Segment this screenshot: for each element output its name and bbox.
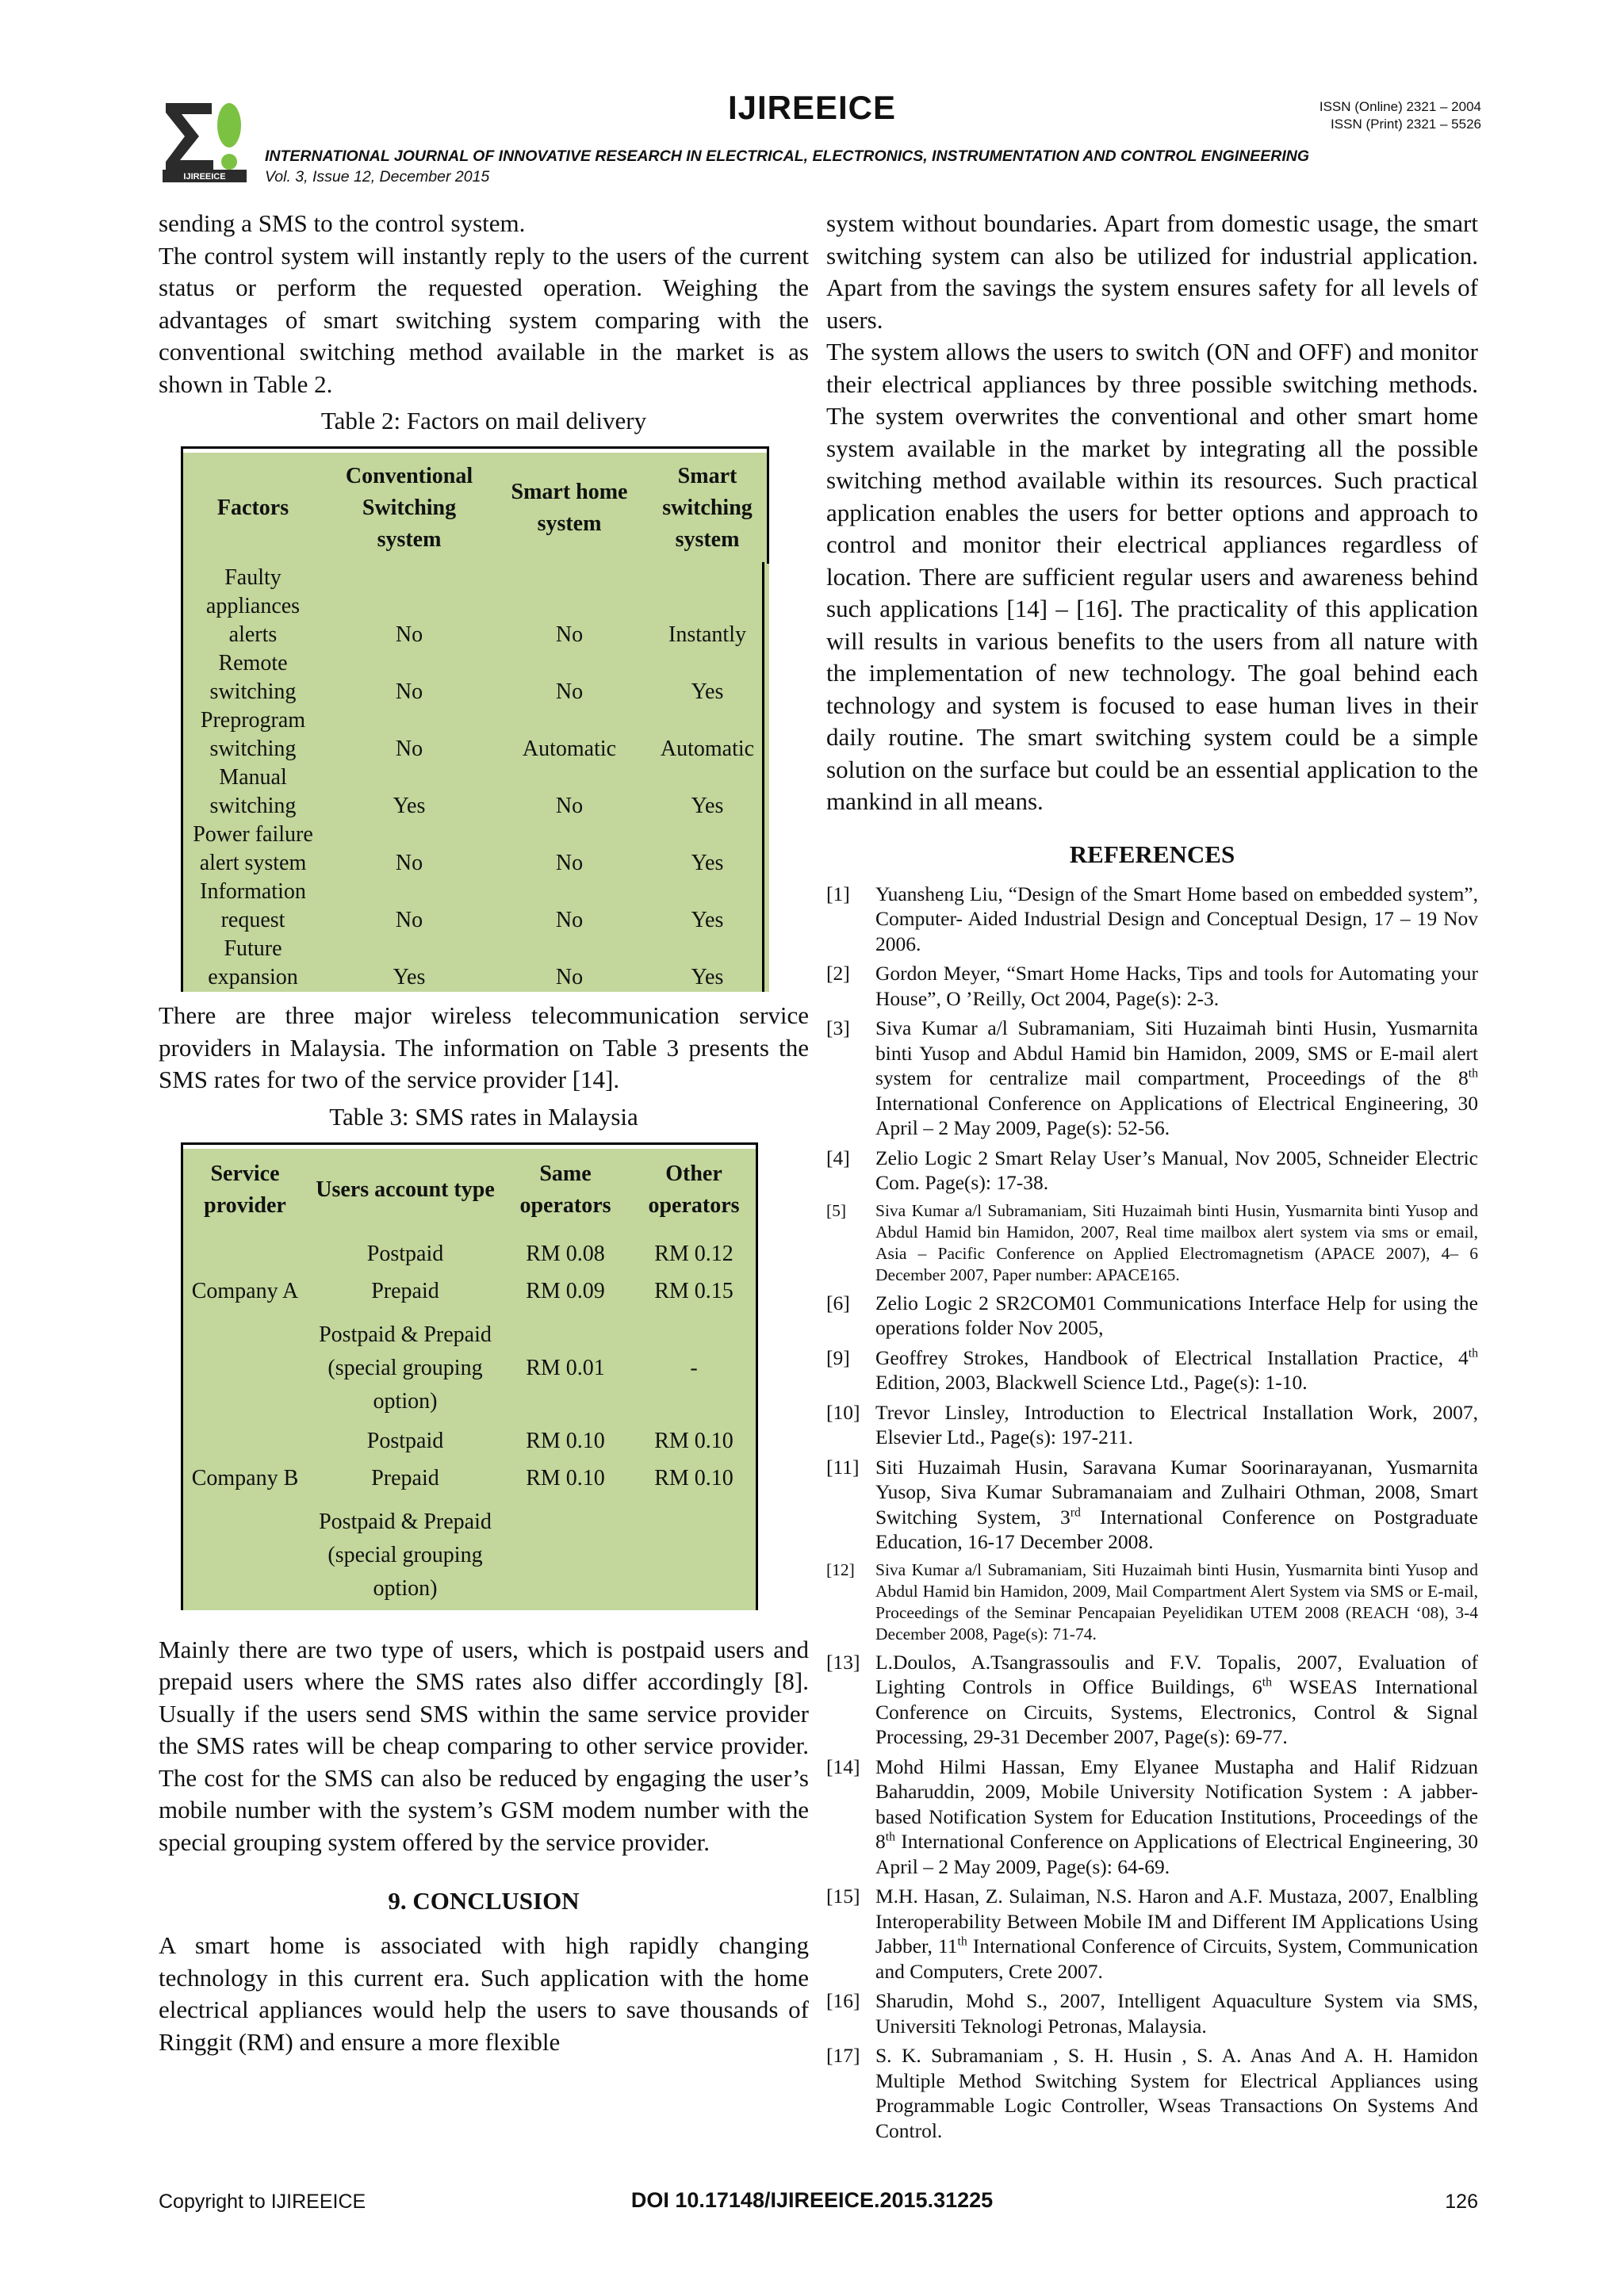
table-cell: Postpaid <box>366 1241 444 1266</box>
table-cell: No <box>395 737 423 761</box>
reference-number: [4] <box>826 1146 850 1169</box>
reference-item <box>826 1988 1478 2038</box>
reference-text: Yuansheng Liu, “Design of the Smart Home based on embedded system”, Computer- Aided Industrial Design and Conceptual Design, 17 – 19 Nov 2006. <box>875 882 1478 955</box>
reference-item <box>826 961 1478 1011</box>
table-header: Users account type <box>316 1177 495 1202</box>
table-cell: No <box>555 622 584 647</box>
table-cell: Postpaid <box>366 1428 444 1453</box>
table-cell: Faulty appliances alerts <box>205 565 301 647</box>
reference-number: [5] <box>826 1200 847 1220</box>
reference-text: Mohd Hilmi Hassan, Emy Elyanee Mustapha and Halif Ridzuan Baharuddin, 2009, Mobile University Notification System : A jabber- based Notification System for Education Institutions, Proceedings of the 8th International Conference on Applications of Electrical Engineering, 30 April – 2 May 2009, Page(s): 64-69. <box>875 1755 1478 1878</box>
table-cell: Yes <box>393 965 426 989</box>
table-cell <box>501 1506 630 1610</box>
table-row <box>181 821 769 878</box>
reference-number: [15] <box>826 1885 860 1908</box>
table-cell <box>630 1506 758 1610</box>
table-row <box>181 564 769 649</box>
conclusion-heading: 9. CONCLUSION <box>388 1887 580 1915</box>
reference-item <box>826 1291 1478 1341</box>
table-cell: RM 0.12 <box>654 1241 733 1266</box>
page-header <box>0 0 1624 198</box>
table-cell: Remote switching <box>209 651 297 704</box>
table-cell: Automatic <box>660 737 755 761</box>
table-row <box>181 878 769 935</box>
table-cell: Information request <box>200 879 306 932</box>
table-cell: No <box>395 851 423 875</box>
table-header: Smart switching system <box>662 464 753 552</box>
reference-number: [2] <box>826 962 850 985</box>
table-cell: RM 0.15 <box>654 1278 733 1303</box>
reference-text: Trevor Linsley, Introduction to Electrical Installation Work, 2007, Elsevier Ltd., Page(s): 197-211. <box>875 1400 1478 1448</box>
table-cell: RM 0.08 <box>526 1241 605 1266</box>
reference-number: [10] <box>826 1400 860 1424</box>
table-cell: RM 0.01 <box>526 1355 605 1380</box>
reference-number: [1] <box>826 882 850 905</box>
reference-number: [12] <box>826 1559 855 1579</box>
reference-item <box>826 1200 1478 1286</box>
reference-number: [9] <box>826 1345 850 1369</box>
reference-text: M.H. Hasan, Z. Sulaiman, N.S. Haron and A.F. Mustaza, 2007, Enalbling Interoperability Between Mobile IM and Different IM Applications Using Jabber, 11th International Conference of Circuits, System, Communication and Computers, Crete 2007. <box>875 1885 1478 1983</box>
journal-full-title: INTERNATIONAL JOURNAL OF INNOVATIVE RESEARCH IN ELECTRICAL, ELECTRONICS, INSTRUMENTATION AND CONTROL ENGINEERING <box>265 147 1310 165</box>
reference-text: Sharudin, Mohd S., 2007, Intelligent Aquaculture System via SMS, Universiti Teknologi Petronas, Malaysia. <box>875 1989 1478 2038</box>
reference-text: S. K. Subramaniam , S. H. Husin , S. A. Anas And A. H. Hamidon Multiple Method Switching System for Electrical Appliances using Programmable Logic Controller, Wseas Transactions On Systems And Control. <box>875 2044 1478 2142</box>
footer-doi: DOI 10.17148/IJIREEICE.2015.31225 <box>630 2188 994 2212</box>
reference-item <box>826 882 1478 957</box>
reference-text: Gordon Meyer, “Smart Home Hacks, Tips and tools for Automating your House”, O ’Reilly, Oct 2004, Page(s): 2-3. <box>875 962 1478 1010</box>
table-cell: No <box>555 851 584 875</box>
table-cell: Company B <box>191 1465 299 1490</box>
table-cell: Postpaid & Prepaid (special grouping option) <box>319 1509 492 1601</box>
paragraph: Mainly there are two type of users, which is postpaid users and prepaid users where the SMS rates also differ accordingly [8]. Usually if the users send SMS within the same service provider the SMS rates will be cheap comparing to other service provider. The cost for the SMS can also be reduced by engaging the user’s mobile number with the system’s GSM modem number with the special grouping system offered by the service provider. <box>159 1635 809 1856</box>
table-header: Smart home system <box>511 480 628 536</box>
table-cell: Power failure alert system <box>193 822 313 875</box>
reference-text: Siva Kumar a/l Subramaniam, Siti Huzaimah binti Husin, Yusmarnita binti Yusop and Abdul Hamid bin Hamidon, 2009, Mail Compartment Alert System via SMS or E-mail, Proceedings of the Seminar Pencapaian Peyelidikan UTEM 2008 (REACH ‘08), 3-4 December 2008, Page(s): 71-74. <box>875 1559 1478 1644</box>
paragraph: system without boundaries. Apart from domestic usage, the smart switching system can also be utilized for industrial application. Apart from the savings the system ensures safety for all levels of users. <box>826 209 1478 334</box>
footer-copyright: Copyright to IJIREEICE <box>159 2191 366 2213</box>
reference-text: Zelio Logic 2 Smart Relay User’s Manual, Nov 2005, Schneider Electric Com. Page(s): 17-38. <box>875 1146 1478 1194</box>
reference-item <box>826 1016 1478 1141</box>
paragraph: The system allows the users to switch (ON and OFF) and monitor their electrical appliances by three possible switching methods. The system overwrites the conventional and other smart home system available in the market by integrating all the possible switching method available within its resources. Such practical application enables the users for better options and approach to control and monitor their electrical appliances regardless of location. There are sufficient regular users and awareness behind such applications [14] – [16]. The practicality of this application will results in various benefits to the users from all nature with the implementation of new technology. The goal behind each technology and system is focused to ease human lives in their daily routine. The smart switching system could be a simple solution on the surface but could be an essential application to the mankind in all means. <box>826 338 1478 815</box>
issn-print: ISSN (Print) 2321 – 5526 <box>1331 117 1481 132</box>
reference-text: Siva Kumar a/l Subramaniam, Siti Huzaimah binti Husin, Yusmarnita binti Yusop and Abdul Hamid bin Hamidon, 2009, SMS or E-mail alert system for centralize mail compartment, Proceedings of the 8th International Conference on Applications of Electrical Engineering, 30 April – 2 May 2009, Page(s): 52-56. <box>875 1016 1478 1139</box>
table-cell: - <box>690 1355 698 1380</box>
svg-text:IJIREEICE: IJIREEICE <box>183 172 226 182</box>
reference-item <box>826 1559 1478 1645</box>
paragraph: The control system will instantly reply to the users of the current status or perform the requested operation. Weighing the advantages of smart switching system comparing with the conventional switching method available in the market is as shown in Table 2. <box>159 241 809 398</box>
reference-item <box>826 1755 1478 1880</box>
reference-item <box>826 1884 1478 1984</box>
volume-issue: Vol. 3, Issue 12, December 2015 <box>265 168 490 186</box>
references-heading: REFERENCES <box>1069 840 1235 868</box>
paragraph: sending a SMS to the control system. <box>159 209 526 237</box>
table-cell: Automatic <box>522 737 617 761</box>
paragraph: There are three major wireless telecommunication service providers in Malaysia. The information on Table 3 presents the SMS rates for two of the service provider [14]. <box>159 1001 809 1093</box>
table-cell: RM 0.10 <box>526 1428 605 1453</box>
table3 <box>181 1149 758 1610</box>
references-list <box>826 882 1478 2144</box>
paragraph: A smart home is associated with high rapidly changing technology in this current era. Such application with the home electrical appliances would help the users to save thousands of Ringgit (RM) and ensure a more flexible <box>159 1931 809 2056</box>
table-row <box>181 935 769 992</box>
reference-text: Siti Huzaimah Husin, Saravana Kumar Soorinarayanan, Yusmarnita Yusop, Siva Kumar Subramanaiam and Zulhairi Othman, 2008, Smart Switching System, 3rd International Conference on Postgraduate Education, 16-17 December 2008. <box>875 1455 1479 1553</box>
reference-item <box>826 1146 1478 1196</box>
table-cell: Yes <box>691 908 724 932</box>
reference-item <box>826 1400 1478 1450</box>
reference-number: [17] <box>826 2044 860 2067</box>
table-cell: Yes <box>691 965 724 989</box>
table-cell: No <box>395 622 423 647</box>
table-cell: No <box>555 679 584 704</box>
reference-number: [14] <box>826 1755 860 1778</box>
table-cell: Prepaid <box>371 1465 439 1490</box>
reference-item <box>826 1650 1478 1750</box>
table-cell: Instantly <box>668 622 746 647</box>
table-cell: Yes <box>691 679 724 704</box>
journal-abbreviation: IJIREEICE <box>727 89 897 126</box>
reference-number: [11] <box>826 1455 860 1479</box>
table-cell: Prepaid <box>371 1278 439 1303</box>
table-cell: No <box>395 679 423 704</box>
table-header: Same operators <box>519 1161 611 1218</box>
reference-number: [16] <box>826 1989 860 2012</box>
table-cell: Preprogram switching <box>200 708 306 761</box>
table2 <box>181 453 769 992</box>
table-cell: RM 0.10 <box>654 1428 733 1453</box>
right-column <box>826 208 1478 2148</box>
table-row <box>181 649 769 706</box>
table-cell: RM 0.10 <box>526 1465 605 1490</box>
reference-number: [13] <box>826 1650 860 1674</box>
table-cell: No <box>395 908 423 932</box>
table-cell: Company A <box>191 1278 299 1303</box>
reference-number: [3] <box>826 1016 850 1039</box>
table-row <box>181 763 769 821</box>
table-cell: Yes <box>691 794 724 818</box>
reference-text: Zelio Logic 2 SR2COM01 Communications Interface Help for using the operations folder Nov 2005, <box>875 1291 1478 1339</box>
table-cell: No <box>555 908 584 932</box>
reference-number: [6] <box>826 1291 850 1314</box>
table-cell: RM 0.10 <box>654 1465 733 1490</box>
table-cell: RM 0.09 <box>526 1278 605 1303</box>
reference-text: Siva Kumar a/l Subramaniam, Siti Huzaimah binti Husin, Yusmarnita binti Yusop and Abdul Hamid bin Hamidon, 2007, Real time mailbox alert system via sms or email, Asia – Pacific Conference on Applied Electromagnetism (APACE 2007), 4– 6 December 2007, Paper number: APACE165. <box>875 1200 1478 1284</box>
reference-item <box>826 1345 1478 1395</box>
table-cell: No <box>555 965 584 989</box>
left-column <box>159 208 809 2058</box>
table3-caption: Table 3: SMS rates in Malaysia <box>329 1102 638 1131</box>
reference-item <box>826 2043 1478 2143</box>
table-cell: Future expansion <box>208 936 298 989</box>
table-header: Service provider <box>204 1161 286 1218</box>
table-header: Conventional Switching system <box>345 464 473 552</box>
table-cell: Yes <box>393 794 426 818</box>
issn-block <box>1251 98 1481 133</box>
table-header: Other operators <box>648 1161 740 1218</box>
issn-online: ISSN (Online) 2321 – 2004 <box>1319 99 1481 114</box>
table-cell: Postpaid & Prepaid (special grouping option) <box>319 1322 492 1414</box>
table-row <box>181 706 769 763</box>
reference-item <box>826 1455 1478 1555</box>
table-cell: No <box>555 794 584 818</box>
reference-text: L.Doulos, A.Tsangrassoulis and F.V. Topalis, 2007, Evaluation of Lighting Controls in Office Buildings, 6th WSEAS International Conference on Circuits, Systems, Electronics, Control & Signal Processing, 29-31 December 2007, Page(s): 69-77. <box>875 1650 1478 1748</box>
table-cell: Manual switching <box>209 765 297 818</box>
page-number: 126 <box>1445 2191 1478 2213</box>
reference-text: Geoffrey Strokes, Handbook of Electrical Installation Practice, 4th Edition, 2003, Blackwell Science Ltd., Page(s): 1-10. <box>875 1345 1478 1394</box>
table-header: Factors <box>216 496 289 520</box>
table-cell: Yes <box>691 851 724 875</box>
table2-caption: Table 2: Factors on mail delivery <box>320 407 647 434</box>
